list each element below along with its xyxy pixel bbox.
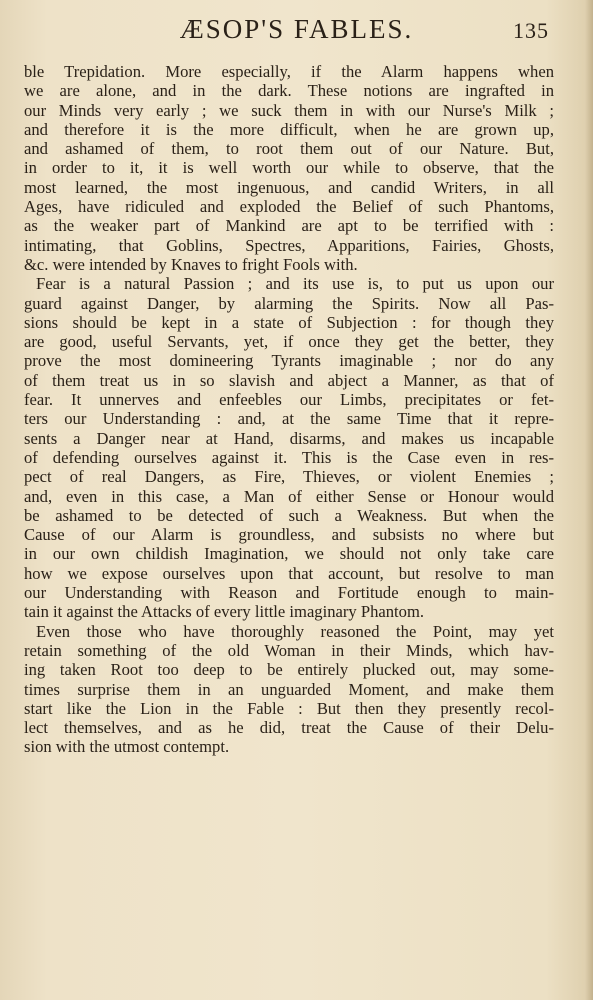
text-line: in order to it, it is well worth our while to observe, that the (24, 158, 554, 178)
text-line: as the weaker part of Mankind are apt to be terrified with : (24, 216, 554, 236)
text-line: are good, useful Servants, yet, if once they get the better, they (24, 332, 554, 352)
text-line: of defending ourselves against it. This is the Case even in res- (24, 447, 554, 467)
text-line: tain it against the Attacks of every little imaginary Phantom. (24, 602, 424, 622)
text-line: pect of real Dangers, as Fire, Thieves, or violent Enemies ; (24, 467, 554, 487)
text-line: Ages, have ridiculed and exploded the Belief of such Phantoms, (24, 197, 554, 217)
text-line: and ashamed of them, to root them out of our Nature. But, (24, 139, 554, 159)
text-line: intimating, that Goblins, Spectres, Apparitions, Fairies, Ghosts, (24, 235, 554, 255)
text-line: be ashamed to be detected of such a Weakness. But when the (24, 505, 554, 525)
text-line: start like the Lion in the Fable : But then they presently recol- (24, 698, 554, 718)
text-line: of them treat us in so slavish and abject a Manner, as that of (24, 370, 554, 390)
text-line: we are alone, and in the dark. These notions are ingrafted in (24, 81, 554, 101)
text-line: ing taken Root too deep to be entirely plucked out, may some- (24, 660, 554, 680)
text-line: most learned, the most ingenuous, and candid Writers, in all (24, 177, 554, 197)
text-line: how we expose ourselves upon that account, but resolve to man (24, 563, 554, 583)
text-line: our Minds very early ; we suck them in with our Nurse's Milk ; (24, 100, 554, 120)
text-line: &c. were intended by Knaves to fright Fools with. (24, 254, 358, 274)
page-edge-shadow (585, 0, 593, 1000)
text-line: Even those who have thoroughly reasoned the Point, may yet (36, 621, 554, 641)
running-title: ÆSOP'S FABLES. (179, 14, 414, 44)
body-text (24, 62, 554, 757)
page-number: 135 (513, 18, 549, 43)
text-line: sents a Danger near at Hand, disarms, and makes us incapable (24, 428, 554, 448)
text-line: sions should be kept in a state of Subjection : for though they (24, 312, 554, 332)
page-header (0, 8, 593, 48)
text-line: retain something of the old Woman in their Minds, which hav- (24, 640, 554, 660)
text-line: Cause of our Alarm is groundless, and subsists no where but (24, 525, 554, 545)
text-line: in our own childish Imagination, we should not only take care (24, 544, 554, 564)
text-line: sion with the utmost contempt. (24, 737, 230, 757)
text-line: ters our Understanding : and, at the same Time that it repre- (24, 409, 554, 429)
text-line: our Understanding with Reason and Fortitude enough to main- (24, 583, 554, 603)
text-line: and therefore it is the more difficult, when he are grown up, (24, 119, 554, 139)
text-line: fear. It unnerves and enfeebles our Limbs, precipitates or fet- (24, 390, 554, 410)
text-line: ble Trepidation. More especially, if the Alarm happens when (24, 62, 554, 81)
text-line: lect themselves, and as he did, treat the Cause of their Delu- (24, 718, 554, 738)
text-line: and, even in this case, a Man of either Sense or Honour would (24, 486, 554, 506)
text-line: guard against Danger, by alarming the Spirits. Now all Pas- (24, 293, 554, 313)
text-line: times surprise them in an unguarded Moment, and make them (24, 679, 554, 699)
text-line: Fear is a natural Passion ; and its use is, to put us upon our (36, 274, 554, 294)
text-line: prove the most domineering Tyrants imaginable ; nor do any (24, 351, 554, 371)
